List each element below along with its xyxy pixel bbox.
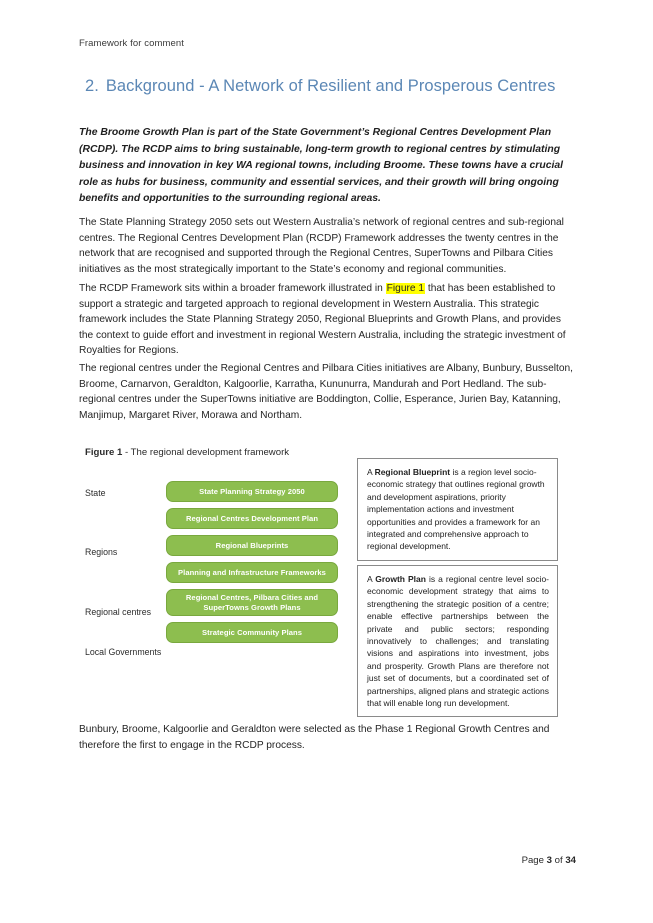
footer-total-pages: 34 [565, 855, 576, 866]
diagram-box: Planning and Infrastructure Frameworks [166, 562, 338, 583]
figure-caption [85, 447, 289, 458]
definition-box-regional-blueprint [357, 458, 558, 561]
diagram-group-label-local-governments: Local Governments [85, 647, 162, 657]
definition-body: is a regional centre level socio-economic development strategy that aims to strengthening the strategic position of a centre; enable effective partnerships between the private and public sectors; responding innovatively to challenges; and translating visions and aspirations into investment, jobs and prosperity. Growth Plans are therefore not just set of documents, but a coordinated set of partnerships, aligned plans and strategic actions that will enable long run development. [367, 574, 550, 709]
definition-lead: A [367, 574, 376, 584]
diagram-group-label-state: State [85, 488, 106, 498]
diagram-box: Strategic Community Plans [166, 622, 338, 643]
definition-body: is a region level socio-economic strategy that outlines regional growth and development aspirations, priority implementation actions and investment opportunities and provides a framework for an integrated and comprehensive approach to regional development. [367, 467, 545, 552]
paragraph-text-before-highlight: The RCDP Framework sits within a broader framework illustrated in [79, 283, 386, 294]
figure-caption-text: - The regional development framework [122, 447, 290, 458]
definition-term: Growth Plan [375, 574, 426, 584]
page-title [85, 77, 555, 96]
footer-current-page: 3 [546, 855, 552, 866]
figure-diagram [79, 467, 576, 709]
definition-box-growth-plan [357, 565, 558, 717]
heading-number: 2. [85, 77, 99, 95]
definition-lead: A [367, 467, 375, 477]
diagram-box: Regional Centres, Pilbara Cities and SuperTowns Growth Plans [166, 589, 338, 616]
figure-reference-highlight: Figure 1 [386, 283, 425, 294]
diagram-group-label-regions: Regions [85, 547, 118, 557]
diagram-group-label-regional-centres: Regional centres [85, 607, 152, 617]
diagram-box: State Planning Strategy 2050 [166, 481, 338, 502]
paragraph-phase-1-centres: Bunbury, Broome, Kalgoorlie and Geraldton were selected as the Phase 1 Regional Growth Centres and therefore the first to engage in the RCDP process. [79, 724, 550, 751]
heading-text: Background - A Network of Resilient and Prosperous Centres [105, 77, 556, 95]
paragraph-text-after-highlight: that has been established to support a strategic and targeted approach to regional development in Western Australia. This strategic framework includes the State Planning Strategy 2050, Regional Blueprints and Growth Plans, and provides the context to guide effort and investment in regional Western Australia, including the strategic investment of Royalties for Regions. [79, 283, 566, 356]
footer-prefix: Page [521, 855, 547, 866]
page-footer [79, 855, 576, 866]
diagram-box: Regional Blueprints [166, 535, 338, 556]
diagram-box-column [166, 481, 338, 649]
paragraph-intro: The Broome Growth Plan is part of the State Government’s Regional Centres Development Plan (RCDP). The RCDP aims to bring sustainable, long-term growth to regional centres by stimulating business and innovation in key WA regional towns, including Broome. These towns have a crucial role as hubs for business, community and essential services, and their growth will bring ongoing benefits and opportunities to the surrounding regional areas. [79, 127, 564, 205]
page-content [79, 0, 576, 923]
diagram-box: Regional Centres Development Plan [166, 508, 338, 529]
definition-term: Regional Blueprint [374, 467, 451, 477]
paragraph-regional-centres-list: The regional centres under the Regional Centres and Pilbara Cities initiatives are Albany, Bunbury, Busselton, Broome, Carnarvon, Geraldton, Kalgoorlie, Karratha, Kununurra, Mandurah and Port Hedland. The sub-regional centres under the SuperTowns initiative are Boddington, Collie, Esperance, Jurien Bay, Katanning, Manjimup, Margaret River, Morawa and Northam. [79, 363, 573, 421]
figure-caption-label: Figure 1 [85, 447, 123, 458]
running-header: Framework for comment [79, 38, 185, 49]
footer-middle: of [551, 855, 566, 866]
paragraph-state-planning: The State Planning Strategy 2050 sets out Western Australia’s network of regional centres and sub-regional centres. The Regional Centres Development Plan (RCDP) Framework addresses the twenty centres in the network that are recognised and supported through the Regional Centres, SuperTowns and Pilbara Cities initiatives as the most strategically important to the State’s economy and regional communities. [79, 217, 564, 275]
paragraph-rcdp-framework [79, 281, 576, 359]
